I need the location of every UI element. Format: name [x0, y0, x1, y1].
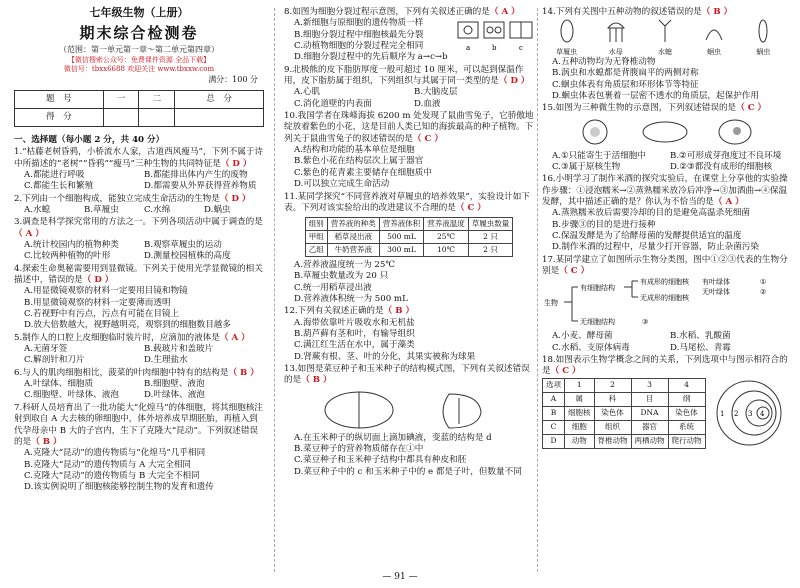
section-heading: 一、选择题（每小题 2 分，共 40 分） — [14, 134, 165, 145]
column-3 — [542, 6, 788, 449]
exam-title: 期末综合检测卷 — [79, 23, 199, 42]
full-score: 满分：100 分 — [208, 75, 258, 85]
option[interactable]: A.五种动物均为无脊椎动物 — [552, 56, 656, 67]
question-1: 1.“枯藤老树昏鸦，小桥流水人家，古道西风瘦马”，下列不属于诗中所描述的“老树”“昏鸦”“瘦马”三种生物的共同特征是（ D ） — [14, 147, 264, 169]
option[interactable]: C.保温发酵是为了给酵母菌的发酵提供适宜的温度 — [552, 230, 742, 241]
option[interactable]: C.水稻、支原体病毒 — [552, 342, 630, 353]
question-7: 7.科研人员培育出了一批功能大“化煌马”的体细胞，将其细胞核注射到取自 A 大去核的卵细胞中，体外培养成早期胚胎，再植入到代孕母亲中 B 大的子宫内，生下了克隆大“昆动”。下列叙述错误的是（ B ） — [14, 402, 264, 447]
answer: （ D ） — [82, 275, 114, 286]
option[interactable]: A.结构和功能的基本单位是细胞 — [294, 145, 415, 156]
option[interactable]: A.都能进行呼吸 — [24, 169, 85, 180]
score-cell[interactable] — [175, 108, 264, 126]
option[interactable]: B.草履虫数量改为 20 只 — [294, 271, 389, 282]
answer: （ D ） — [220, 158, 252, 169]
svg-text:2: 2 — [733, 410, 738, 419]
option[interactable]: C.解剖针和刀片 — [24, 355, 85, 366]
page-number: — 91 — — [382, 572, 418, 583]
option[interactable]: A.水螅 — [24, 204, 51, 215]
option[interactable]: D.马尾松、青霉 — [670, 342, 731, 353]
answer: （ A ） — [489, 7, 520, 17]
question-6: 6.与人的肌肉细胞相比，菠菜的叶肉细胞中特有的结构是（ B ） — [14, 367, 259, 378]
option[interactable]: C.消化道壁的内表面 — [294, 98, 372, 109]
promo-line: 微信号：tbxx6688 欢迎关注 www.tbxxw.com — [63, 64, 215, 73]
option[interactable]: D.生理盐水 — [144, 355, 188, 366]
option[interactable]: D.可以独立完成生命活动 — [294, 179, 390, 190]
seed-structure-figure — [309, 388, 509, 432]
column-1 — [14, 6, 264, 494]
option[interactable]: B.涡虫和水螅都是背腹扁平的两侧对称 — [552, 68, 699, 79]
answer: （ C ） — [550, 366, 581, 377]
cell-division-figure — [456, 18, 534, 62]
score-cell: 总 分 — [175, 90, 264, 108]
option[interactable]: D.都需要从外界获得营养物质 — [144, 181, 257, 192]
answer: （ A ） — [713, 196, 744, 207]
option[interactable]: B.克隆大“昆动”的遗传物质与 A 大完全相同 — [24, 459, 192, 470]
answer: （ B ） — [301, 375, 332, 386]
option[interactable]: B.细胞分裂过程中细胞核最先分裂 — [294, 29, 424, 40]
option[interactable]: D.②③都没有成形的细胞核 — [670, 161, 773, 172]
option[interactable]: B.②可形成芽孢度过不良环境 — [670, 150, 782, 161]
option[interactable]: A.蒸熟糯米放后需要冷却的目的是避免高温杀死细菌 — [552, 208, 751, 219]
svg-text:4: 4 — [759, 410, 764, 419]
option[interactable]: C.细胞壁、叶绿体、液泡 — [24, 390, 119, 401]
answer: （ D ） — [498, 76, 530, 87]
option[interactable]: B.细胞壁、液泡 — [144, 379, 205, 390]
option[interactable]: D.菜豆种子中的 c 和玉米种子中的 e 都是子叶，但数量不同 — [294, 466, 522, 477]
option[interactable]: D.蜗虫 — [204, 204, 231, 215]
svg-text:有细胞结构: 有细胞结构 — [580, 284, 615, 293]
option[interactable]: B.菜豆种子的营养物质储存在①中 — [294, 443, 424, 454]
option[interactable]: D.放大倍数越大，视野越明亮，观察到的细胞数目越多 — [24, 320, 231, 331]
option[interactable]: C.菜豆种子和玉米种子结构中都具有种皮和胚 — [294, 455, 467, 466]
option[interactable]: B.都能排出体内产生的废物 — [144, 169, 248, 180]
svg-text:a: a — [466, 44, 471, 53]
option[interactable]: A.在玉米种子的纵切面上滴加碘液，变蓝的结构是 d — [294, 432, 492, 443]
option[interactable]: D.肾蕨有根、茎、叶的分化，其果实被称为球果 — [294, 351, 476, 362]
option[interactable]: A.克隆大“昆动”的遗传物质与“化煌马”几乎相同 — [24, 448, 206, 459]
option[interactable]: D.测量校园植株的高度 — [144, 251, 231, 262]
option[interactable]: D.叶绿体、液泡 — [144, 390, 205, 401]
score-cell: 一 — [103, 90, 139, 108]
score-cell[interactable] — [139, 108, 175, 126]
column-divider — [274, 8, 275, 572]
column-divider — [537, 8, 538, 572]
option[interactable]: B.紫色小花在结构层次上属于器官 — [294, 156, 424, 167]
option[interactable]: C.③属于原核生物 — [552, 161, 621, 172]
answer: （ A ） — [14, 228, 44, 239]
option[interactable]: A.心肌 — [294, 87, 321, 98]
svg-text:1: 1 — [719, 410, 724, 419]
question-8: 8.如图为细胞分裂过程示意图，下列有关叙述正确的是（ A ） — [284, 7, 520, 17]
option[interactable]: B.水稻、乳酸菌 — [670, 331, 731, 342]
score-table — [14, 90, 264, 127]
answer: （ A ） — [219, 332, 250, 343]
answer: （ B ） — [31, 436, 62, 447]
option[interactable]: D.制作米酒的过程中，尽量少打开容器，防止杂菌污染 — [552, 242, 759, 253]
option[interactable]: B.草履虫 — [84, 204, 119, 215]
answer: （ C ） — [455, 202, 486, 213]
question-3: 3.调查是科学探究常用的方法之一。下列各项活动中属于调查的是（ A ） — [14, 217, 263, 239]
option[interactable]: D.蛔虫体表包裹着一层密不透水的角质层，起保护作用 — [552, 90, 759, 101]
option[interactable]: D.细胞分裂过程中的先后顺序为 a→c→b — [294, 52, 448, 63]
option[interactable]: B.步骤③的目的是进行接种 — [552, 219, 656, 230]
question-17: 17.某同学建立了如图所示生物分类图，图中①②③代表的生物分别是（ C ） — [542, 254, 788, 276]
concept-table: 选项 1 2 3 4 A 属 科 目 纲 B 细胞核 染色体 DNA 染色体 C 细胞 组织 器官 系统 D 动物 脊椎动物 两栖动物 爬行动物 — [542, 378, 706, 449]
experiment-table: 组别 营养液的种类 营养液体积 营养液温度 草履虫数量 甲组 稻草浸出液 500 mL 25℃ 2 只 乙组 牛奶营养液 300 mL 10℃ 2 只 — [305, 217, 514, 257]
answer: （ C ） — [559, 265, 590, 276]
question-14: 14.下列有关图中五种动物的叙述错误的是（ B ） — [542, 7, 733, 17]
option[interactable]: B.观察草履虫的运动 — [144, 240, 222, 250]
question-2: 2.下列由一个细胞构成，能独立完成生命活动的生物是（ D ） — [14, 193, 251, 204]
svg-text:无成形的细胞核: 无成形的细胞核 — [640, 294, 689, 303]
question-10: 10.我国学者在珠峰海拔 6200 m 处发现了鼠曲雪兔子，它骄傲地绽放着紫色的小花，这是目前人类已知的海拔最高的种子植物。下列关于鼠曲雪兔子的叙述错误的是（ C ） — [284, 111, 534, 144]
svg-text:b: b — [492, 44, 497, 53]
option[interactable]: A.新细胞与原细胞的遗传物质一样 — [294, 18, 424, 29]
option[interactable]: B.大脑皮层 — [414, 87, 458, 98]
question-18: 18.如图表示生物学概念之间的关系，下列选项中与图示相符合的是（ C ） — [542, 355, 788, 377]
answer: （ B ） — [228, 367, 259, 378]
option[interactable]: B.用显微镜观察的材料一定要薄而透明 — [24, 297, 171, 308]
svg-text:②: ② — [760, 288, 767, 297]
option[interactable]: D.血液 — [414, 98, 441, 109]
svg-text:无叶绿体: 无叶绿体 — [702, 288, 730, 297]
svg-text:c: c — [519, 44, 523, 53]
svg-text:①: ① — [760, 278, 767, 287]
option[interactable]: B.载玻片和盖玻片 — [144, 344, 214, 355]
question-13: 13.如图是菜豆种子和玉米种子的结构模式图，下列有关叙述错误的是（ B ） — [284, 363, 530, 386]
svg-text:无细胞结构: 无细胞结构 — [580, 318, 615, 327]
score-cell[interactable] — [103, 108, 139, 126]
option[interactable]: A.营养液温度统一为 25℃ — [294, 259, 395, 270]
svg-text:③: ③ — [642, 318, 649, 327]
option[interactable]: A.①只能寄生于活细胞中 — [552, 150, 646, 161]
question-15: 15.如图为三种微生物的示意图，下列叙述错误的是（ C ） — [542, 103, 767, 114]
option[interactable]: A.叶绿体、细胞质 — [24, 379, 94, 390]
answer: （ B ） — [383, 306, 415, 317]
option[interactable]: C.动植物细胞的分裂过程完全相同 — [294, 41, 424, 52]
option[interactable]: A.统计校园内的植物种类 — [24, 240, 119, 250]
question-9: 9.北极熊的皮下脂肪厚度一般可超过 10 厘米，可以起到保温作用，皮下脂肪属于组织，下列组织与其属于同一类型的是（ D ） — [284, 64, 530, 87]
question-12: 12.下列有关叙述正确的是（ B ） — [284, 306, 415, 317]
score-cell: 二 — [139, 90, 175, 108]
answer: （ D ） — [219, 193, 251, 204]
answer: （ C ） — [412, 133, 443, 144]
option[interactable]: B.葫芦藓有茎和叶，有输导组织 — [294, 328, 415, 339]
answer: （ C ） — [736, 103, 767, 114]
option[interactable]: A.用显微镜观察的材料一定要用目镜和物镜 — [24, 286, 188, 297]
option[interactable]: C.比较两种植物的叶形 — [24, 251, 111, 262]
grade-title: 七年级生物（上册） — [89, 6, 189, 19]
answer: （ B ） — [701, 7, 733, 17]
exam-scope: （范围：第一单元第一章～第二单元第四章） — [59, 45, 219, 55]
option[interactable]: C.水绵 — [144, 204, 171, 215]
option[interactable]: D.营养液体积统一为 500 mL — [294, 293, 408, 304]
svg-text:生物: 生物 — [544, 299, 558, 308]
option[interactable]: C.克隆大“昆动”的遗传物质与 B 大完全不相同 — [24, 470, 200, 481]
option[interactable]: C.紫色的花青素主要储存在细胞质中 — [294, 167, 432, 178]
svg-text:3: 3 — [747, 410, 752, 419]
option[interactable]: D.该实例说明了细胞核能够控制生物的发育和遗传 — [24, 482, 214, 493]
option[interactable]: C.都能生长和繁殖 — [24, 181, 94, 192]
option[interactable]: A.海带依靠叶片吸收水和无机盐 — [294, 317, 415, 328]
option[interactable]: C.统一用稻草浸出液 — [294, 282, 372, 293]
option[interactable]: A.无菌牙签 — [24, 344, 68, 355]
concept-circles — [714, 378, 784, 448]
question-5: 5.制作人的口腔上皮细胞临时装片时，应滴加的液体是（ A ） — [14, 332, 250, 343]
option[interactable]: A.小麦、酵母菌 — [552, 331, 613, 342]
animal-figures: 草履虫 水母 水螅 蛔虫 蜗虫 — [542, 18, 788, 56]
score-cell: 题 号 — [15, 90, 104, 108]
question-16: 16.小明学习了制作米酒的探究实验后，在课堂上分享他的实验操作步骤：①浸泡糯米→②蒸熟糯米放冷后冲净→③加酒曲→④保温发酵，其中描述正确的是？你认为不恰当的是（ A ） — [542, 174, 788, 207]
score-cell: 得 分 — [15, 108, 104, 126]
option[interactable]: C.满江红生活在水中，属于藻类 — [294, 340, 415, 351]
svg-text:有成形的细胞核: 有成形的细胞核 — [640, 278, 689, 287]
promo-line: 【微信搜索公众号：免费课件资源 全品下载】 — [67, 55, 211, 64]
question-4: 4.探索生命奥秘需要用到显微镜。下列关于使用光学显微镜的相关描述中，错误的是（ D ） — [14, 263, 263, 286]
question-11: 11.某同学探究“不同营养液对草履虫的培养效果”，实验设计如下表。下列对该实验给出的改进建议不合理的是（ C ） — [284, 191, 530, 213]
classification-tree — [542, 277, 782, 331]
option[interactable]: C.若视野中有污点，污点有可能在目镜上 — [24, 309, 180, 320]
svg-text:有叶绿体: 有叶绿体 — [702, 278, 730, 287]
column-2 — [284, 6, 534, 478]
option[interactable]: C.蛔虫体表有角质层和环形体节等特征 — [552, 79, 699, 90]
microbe-figure — [565, 116, 765, 150]
